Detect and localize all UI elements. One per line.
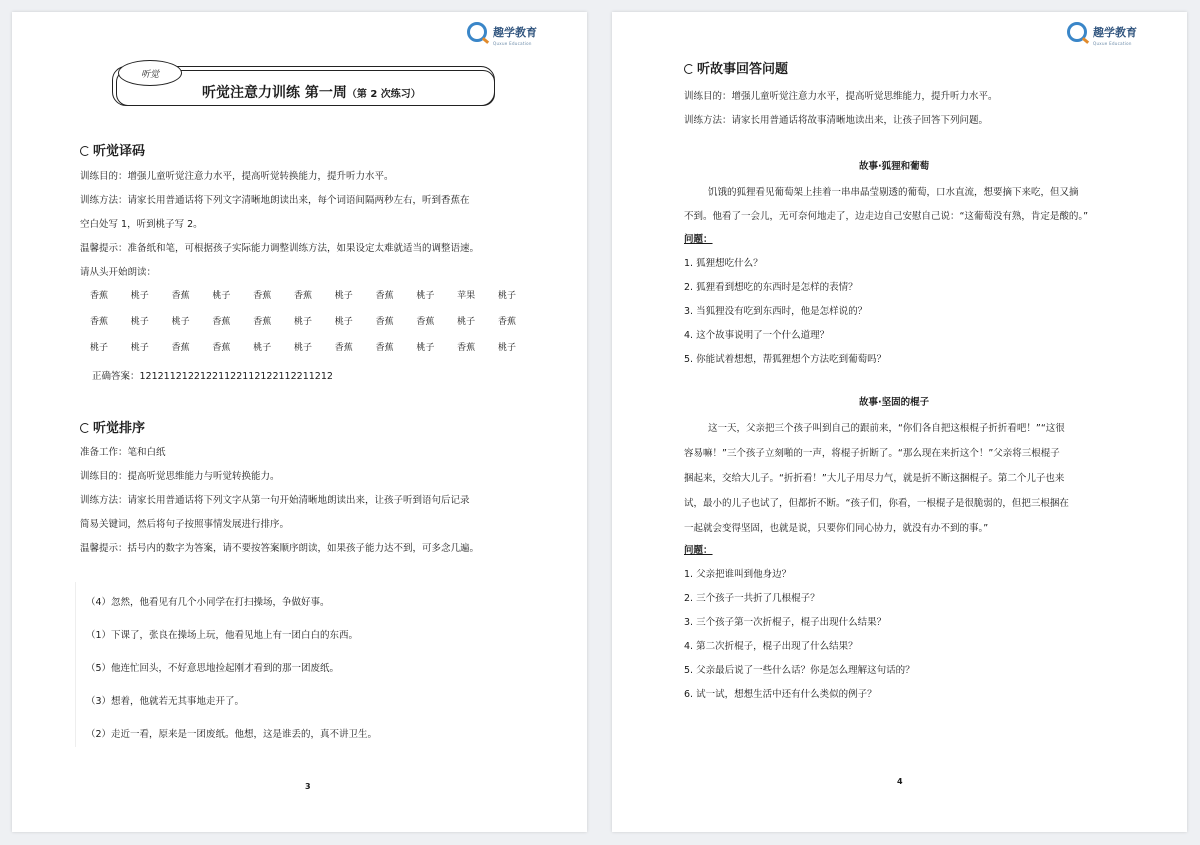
word-cell: 香蕉	[171, 291, 190, 301]
start-reading: 请从头开始朗读：	[80, 267, 157, 278]
tip: 温馨提示：准备纸和笔，可根据孩子实际能力调整训练方法，如果设定太难就适当的调整语速。	[80, 243, 480, 254]
brand-logo	[1067, 22, 1137, 46]
question-item: 1. 父亲把谁叫到他身边？	[684, 569, 792, 580]
word-cell: 桃子	[293, 317, 312, 327]
word-row	[90, 314, 540, 327]
question-item: 3. 当狐狸没有吃到东西时，他是怎样说的？	[684, 306, 868, 317]
word-cell: 香蕉	[497, 317, 516, 327]
list-item: （1）下课了，张良在操场上玩，他看见地上有一团白白的东西。	[86, 630, 359, 641]
section-heading-decoding: 听觉译码	[80, 140, 145, 159]
page-subtitle: （第 2 次练习）	[346, 89, 421, 100]
word-cell: 桃子	[130, 317, 149, 327]
word-cell: 桃子	[130, 343, 149, 353]
word-cell: 香蕉	[375, 317, 394, 327]
question-item: 2. 狐狸看到想吃的东西时是怎样的表情？	[684, 282, 858, 293]
story-text: 不到。他看了一会儿，无可奈何地走了，边走边自己安慰自己说：“这葡萄没有熟，肯定是酸的。”	[684, 211, 1089, 222]
word-cell: 桃子	[416, 291, 435, 301]
question-item: 2. 三个孩子一共折了几根棍子？	[684, 593, 820, 604]
section-heading-story: 听故事回答问题	[684, 58, 788, 77]
brand-sub: Quxue Education	[1093, 41, 1132, 46]
brand-name: 趣学教育	[493, 26, 537, 39]
word-cell: 香蕉	[375, 343, 394, 353]
banner-tag: 听觉	[118, 60, 182, 86]
logo-icon	[467, 22, 487, 42]
story-text: 试，最小的儿子也试了，但都折不断。“孩子们，你看，一根棍子是很脆弱的，但把三根捆在	[684, 498, 1069, 509]
story-title: 故事·狐狸和葡萄	[859, 161, 930, 172]
word-cell: 桃子	[212, 291, 231, 301]
word-cell: 香蕉	[90, 317, 109, 327]
word-cell: 桃子	[130, 291, 149, 301]
page-3	[12, 12, 587, 832]
word-cell: 桃子	[90, 343, 109, 353]
training-method-line1: 训练方法：请家长用普通话将下列文字清晰地朗读出来，每个词语间隔两秒左右，听到香蕉在	[80, 195, 470, 206]
word-row	[90, 340, 540, 353]
question-item: 5. 父亲最后说了一些什么话？你是怎么理解这句话的？	[684, 665, 915, 676]
word-cell: 香蕉	[212, 343, 231, 353]
swirl-icon	[80, 146, 90, 156]
page-number: 4	[897, 777, 903, 786]
question-item: 3. 三个孩子第一次折棍子，棍子出现什么结果？	[684, 617, 887, 628]
training-method-line2: 简易关键词，然后将句子按照事情发展进行排序。	[80, 519, 290, 530]
questions-label: 问题：	[684, 545, 713, 556]
story-title: 故事·坚固的棍子	[859, 397, 930, 408]
logo-icon	[1067, 22, 1087, 42]
word-cell: 香蕉	[457, 343, 476, 353]
word-cell: 桃子	[334, 317, 353, 327]
word-cell: 桃子	[253, 343, 272, 353]
preparation: 准备工作：笔和白纸	[80, 447, 166, 458]
sorting-exercise	[75, 582, 541, 747]
correct-answer: 正确答案：12121121221221122112122112211212	[92, 371, 333, 382]
word-cell: 桃子	[334, 291, 353, 301]
questions-label: 问题：	[684, 234, 713, 245]
training-goal: 训练目的：增强儿童听觉注意力水平，提高听觉转换能力，提升听力水平。	[80, 171, 394, 182]
training-method: 训练方法：请家长用普通话将故事清晰地读出来，让孩子回答下列问题。	[684, 115, 989, 126]
swirl-icon	[80, 423, 90, 433]
page-title: 听觉注意力训练 第一周（第 2 次练习）	[202, 85, 421, 101]
story-text: 捆起来，交给大儿子。“折折看！”大儿子用尽力气，就是折不断这捆棍子。第二个儿子也来	[684, 473, 1065, 484]
story-text: 容易嘛！”三个孩子立刻啪的一声，将棍子折断了。“那么现在来折这个！”父亲将三根棍子	[684, 448, 1060, 459]
word-cell: 香蕉	[375, 291, 394, 301]
question-item: 6. 试一试，想想生活中还有什么类似的例子？	[684, 689, 877, 700]
word-cell: 香蕉	[334, 343, 353, 353]
word-cell: 桃子	[457, 317, 476, 327]
word-cell: 香蕉	[253, 291, 272, 301]
word-cell: 苹果	[457, 291, 476, 301]
word-cell: 桃子	[497, 291, 516, 301]
training-method-line2: 空白处写 1，听到桃子写 2。	[80, 219, 203, 230]
word-cell: 香蕉	[212, 317, 231, 327]
brand-logo	[467, 22, 537, 46]
page-number: 3	[305, 782, 311, 791]
word-row	[90, 288, 540, 301]
page-4	[612, 12, 1187, 832]
title-banner	[112, 62, 497, 106]
word-cell: 桃子	[416, 343, 435, 353]
word-cell: 桃子	[293, 343, 312, 353]
word-cell: 香蕉	[416, 317, 435, 327]
swirl-icon	[684, 64, 694, 74]
question-item: 4. 第二次折棍子，棍子出现了什么结果？	[684, 641, 858, 652]
question-item: 4. 这个故事说明了一个什么道理？	[684, 330, 830, 341]
list-item: （4）忽然，他看见有几个小同学在打扫操场，争做好事。	[86, 597, 330, 608]
list-item: （5）他连忙回头，不好意思地捡起刚才看到的那一团废纸。	[86, 663, 340, 674]
word-cell: 香蕉	[253, 317, 272, 327]
tip: 温馨提示：括号内的数字为答案，请不要按答案顺序朗读，如果孩子能力达不到，可多念几遍。	[80, 543, 480, 554]
word-cell: 桃子	[497, 343, 516, 353]
story-text: 一起就会变得坚固，也就是说，只要你们同心协力，就没有办不到的事。”	[684, 523, 989, 534]
training-method-line1: 训练方法：请家长用普通话将下列文字从第一句开始清晰地朗读出来，让孩子听到语句后记录	[80, 495, 470, 506]
story-text: 饥饿的狐狸看见葡萄架上挂着一串串晶莹剔透的葡萄，口水直流，想要摘下来吃，但又摘	[708, 187, 1079, 198]
brand-sub: Quxue Education	[493, 41, 532, 46]
word-cell: 香蕉	[293, 291, 312, 301]
training-goal: 训练目的：提高听觉思维能力与听觉转换能力。	[80, 471, 280, 482]
list-item: （2）走近一看，原来是一团废纸。他想，这是谁丢的，真不讲卫生。	[86, 729, 378, 740]
story-text: 这一天，父亲把三个孩子叫到自己的跟前来，“你们各自把这根棍子折折看吧！”“这很	[708, 423, 1065, 434]
section-heading-sorting: 听觉排序	[80, 417, 145, 436]
question-item: 5. 你能试着想想，帮狐狸想个方法吃到葡萄吗？	[684, 354, 887, 365]
brand-name: 趣学教育	[1093, 26, 1137, 39]
list-item: （3）想着，他就若无其事地走开了。	[86, 696, 245, 707]
word-cell: 香蕉	[90, 291, 109, 301]
word-cell: 桃子	[171, 317, 190, 327]
training-goal: 训练目的：增强儿童听觉注意力水平，提高听觉思维能力，提升听力水平。	[684, 91, 998, 102]
question-item: 1. 狐狸想吃什么？	[684, 258, 763, 269]
word-cell: 香蕉	[171, 343, 190, 353]
